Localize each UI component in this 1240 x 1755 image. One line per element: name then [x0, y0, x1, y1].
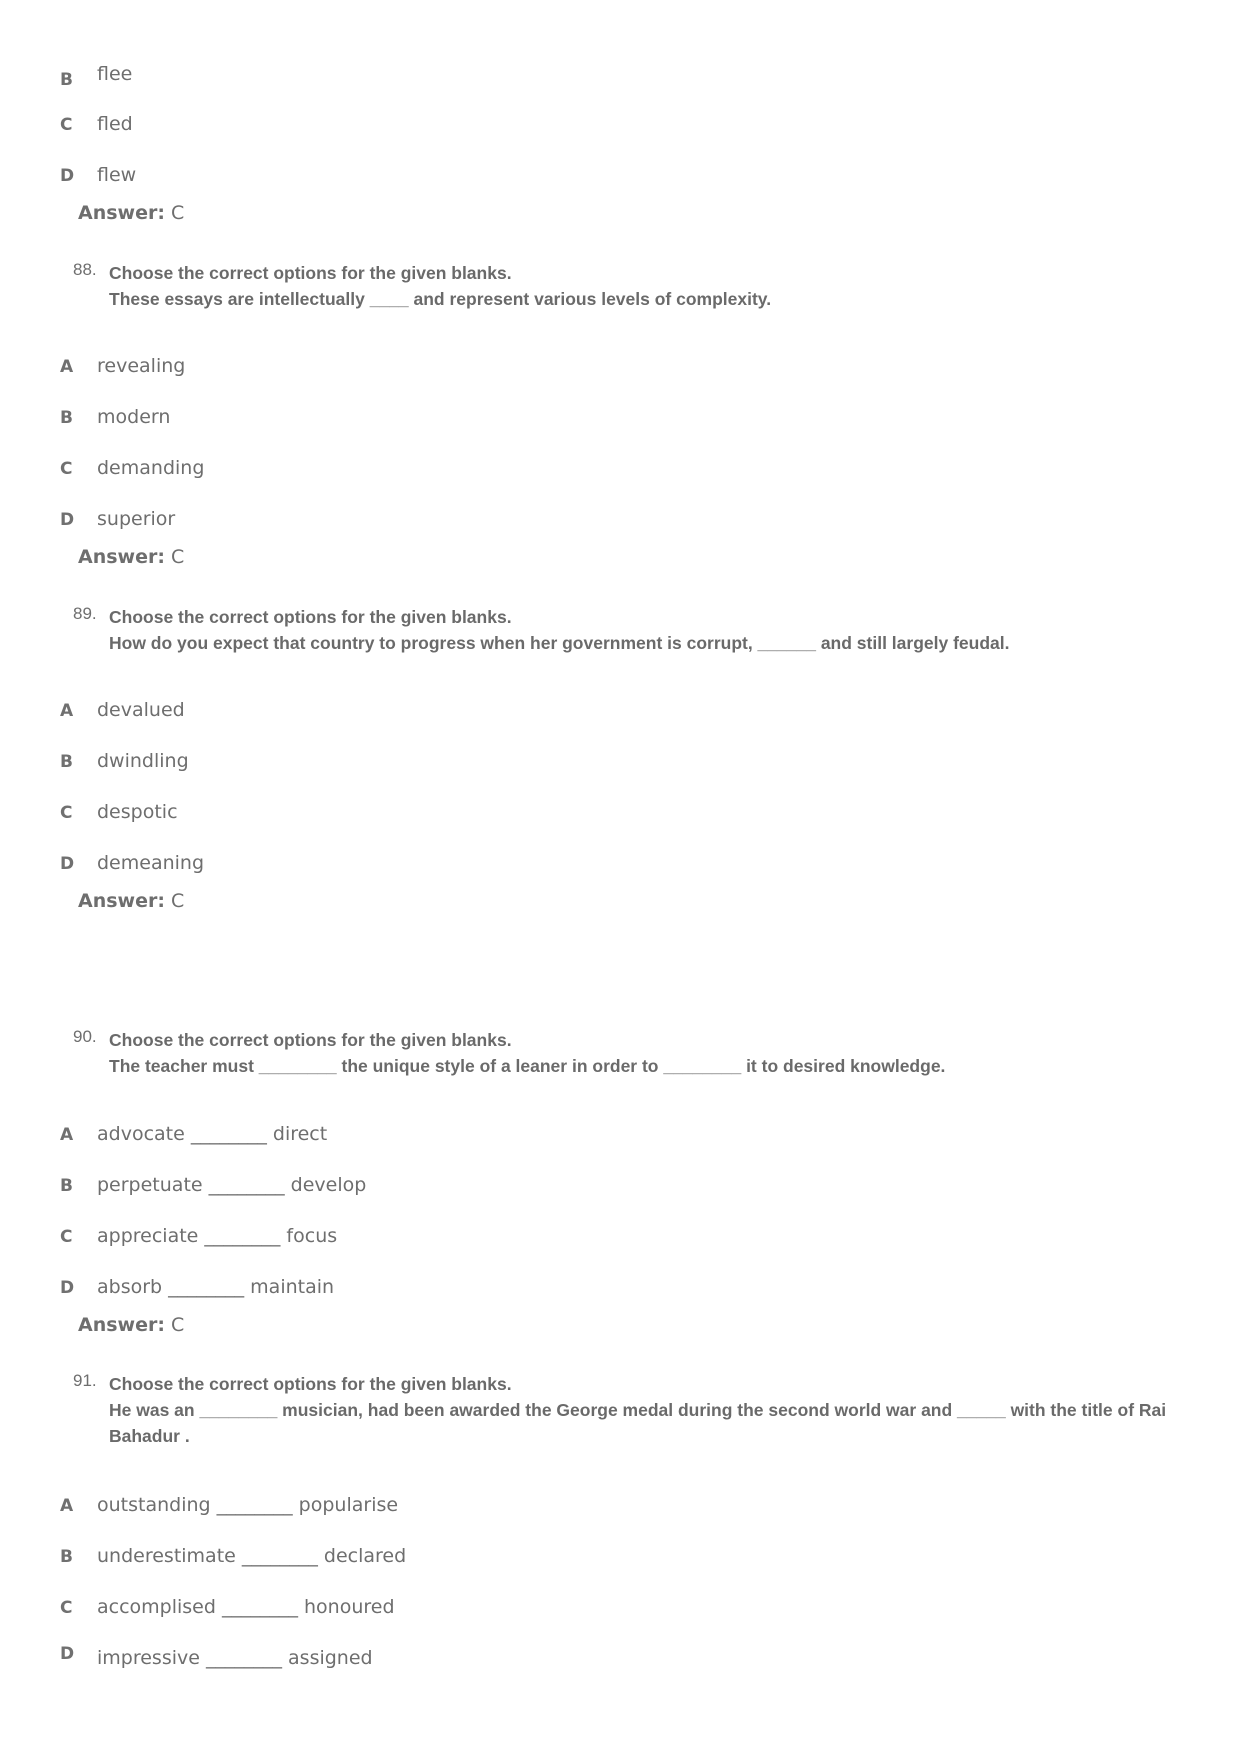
option-a[interactable]	[0, 355, 1200, 385]
option-text: devalued	[97, 699, 185, 721]
option-d[interactable]	[0, 852, 1200, 882]
question-sentence: The teacher must ________ the unique style of a leaner in order to ________ it to desired knowledge.	[109, 1056, 946, 1076]
question-text	[109, 1371, 1169, 1449]
option-d[interactable]	[0, 1276, 1200, 1306]
question-number: 90.	[73, 1027, 97, 1046]
answer-label: Answer:	[78, 202, 165, 224]
option-b[interactable]	[0, 1174, 1200, 1204]
option-letter: D	[60, 166, 75, 186]
option-text: dwindling	[97, 750, 189, 772]
option-c[interactable]	[0, 801, 1200, 831]
question-instruction: Choose the correct options for the given blanks.	[109, 607, 512, 627]
option-text: despotic	[97, 801, 178, 823]
option-text: underestimate ________ declared	[97, 1545, 407, 1567]
option-a[interactable]	[0, 1123, 1200, 1153]
answer-value: C	[171, 546, 185, 568]
option-letter: A	[60, 1125, 74, 1145]
answer-line	[78, 546, 184, 568]
option-letter: C	[60, 115, 73, 135]
option-text: fled	[97, 113, 133, 135]
option-c[interactable]	[0, 1596, 1200, 1626]
option-letter: D	[60, 510, 75, 530]
answer-value: C	[171, 1314, 185, 1336]
option-text: flew	[97, 164, 137, 186]
answer-label: Answer:	[78, 890, 165, 912]
option-letter: C	[60, 459, 73, 479]
option-c[interactable]	[0, 113, 1200, 143]
option-text: advocate ________ direct	[97, 1123, 328, 1145]
question-instruction: Choose the correct options for the given blanks.	[109, 1374, 512, 1394]
option-d[interactable]	[0, 1644, 1200, 1677]
option-letter: D	[60, 1644, 75, 1664]
question-number: 89.	[73, 604, 97, 623]
option-a[interactable]	[0, 1494, 1200, 1524]
option-text: flee	[97, 63, 133, 85]
option-text: impressive ________ assigned	[97, 1647, 373, 1669]
answer-value: C	[171, 202, 185, 224]
option-letter: A	[60, 357, 74, 377]
option-text: modern	[97, 406, 171, 428]
option-text: appreciate ________ focus	[97, 1225, 338, 1247]
option-letter: C	[60, 1227, 73, 1247]
option-text: outstanding ________ popularise	[97, 1494, 399, 1516]
option-text: demeaning	[97, 852, 205, 874]
option-letter: D	[60, 1278, 75, 1298]
question-text	[109, 260, 1169, 312]
option-text: absorb ________ maintain	[97, 1276, 335, 1298]
option-text: demanding	[97, 457, 205, 479]
question-sentence: He was an ________ musician, had been awarded the George medal during the second world war and _____ with the title of Rai Bahadur .	[109, 1400, 1167, 1446]
option-text: revealing	[97, 355, 186, 377]
option-text: perpetuate ________ develop	[97, 1174, 367, 1196]
answer-line	[78, 890, 184, 912]
question-number: 88.	[73, 260, 97, 279]
answer-label: Answer:	[78, 546, 165, 568]
option-a[interactable]	[0, 699, 1200, 729]
option-b[interactable]	[0, 63, 1200, 93]
option-text: superior	[97, 508, 176, 530]
question-sentence: These essays are intellectually ____ and represent various levels of complexity.	[109, 289, 772, 309]
option-letter: A	[60, 1496, 74, 1516]
option-c[interactable]	[0, 457, 1200, 487]
option-letter: B	[60, 1547, 73, 1567]
option-b[interactable]	[0, 750, 1200, 780]
answer-line	[78, 202, 184, 224]
option-letter: D	[60, 854, 75, 874]
answer-label: Answer:	[78, 1314, 165, 1336]
option-b[interactable]	[0, 406, 1200, 436]
option-letter: B	[60, 752, 73, 772]
question-instruction: Choose the correct options for the given blanks.	[109, 263, 512, 283]
question-number: 91.	[73, 1371, 97, 1390]
option-letter: B	[60, 1176, 73, 1196]
option-letter: A	[60, 701, 74, 721]
option-letter: C	[60, 1598, 73, 1618]
option-c[interactable]	[0, 1225, 1200, 1255]
question-sentence: How do you expect that country to progress when her government is corrupt, ______ and still largely feudal.	[109, 633, 1010, 653]
option-b[interactable]	[0, 1545, 1200, 1575]
option-d[interactable]	[0, 508, 1200, 538]
question-text	[109, 604, 1169, 656]
option-text: accomplised ________ honoured	[97, 1596, 395, 1618]
question-text	[109, 1027, 1169, 1079]
option-d[interactable]	[0, 164, 1200, 194]
option-letter: B	[60, 70, 73, 90]
answer-line	[78, 1314, 184, 1336]
answer-value: C	[171, 890, 185, 912]
question-instruction: Choose the correct options for the given blanks.	[109, 1030, 512, 1050]
option-letter: B	[60, 408, 73, 428]
option-letter: C	[60, 803, 73, 823]
